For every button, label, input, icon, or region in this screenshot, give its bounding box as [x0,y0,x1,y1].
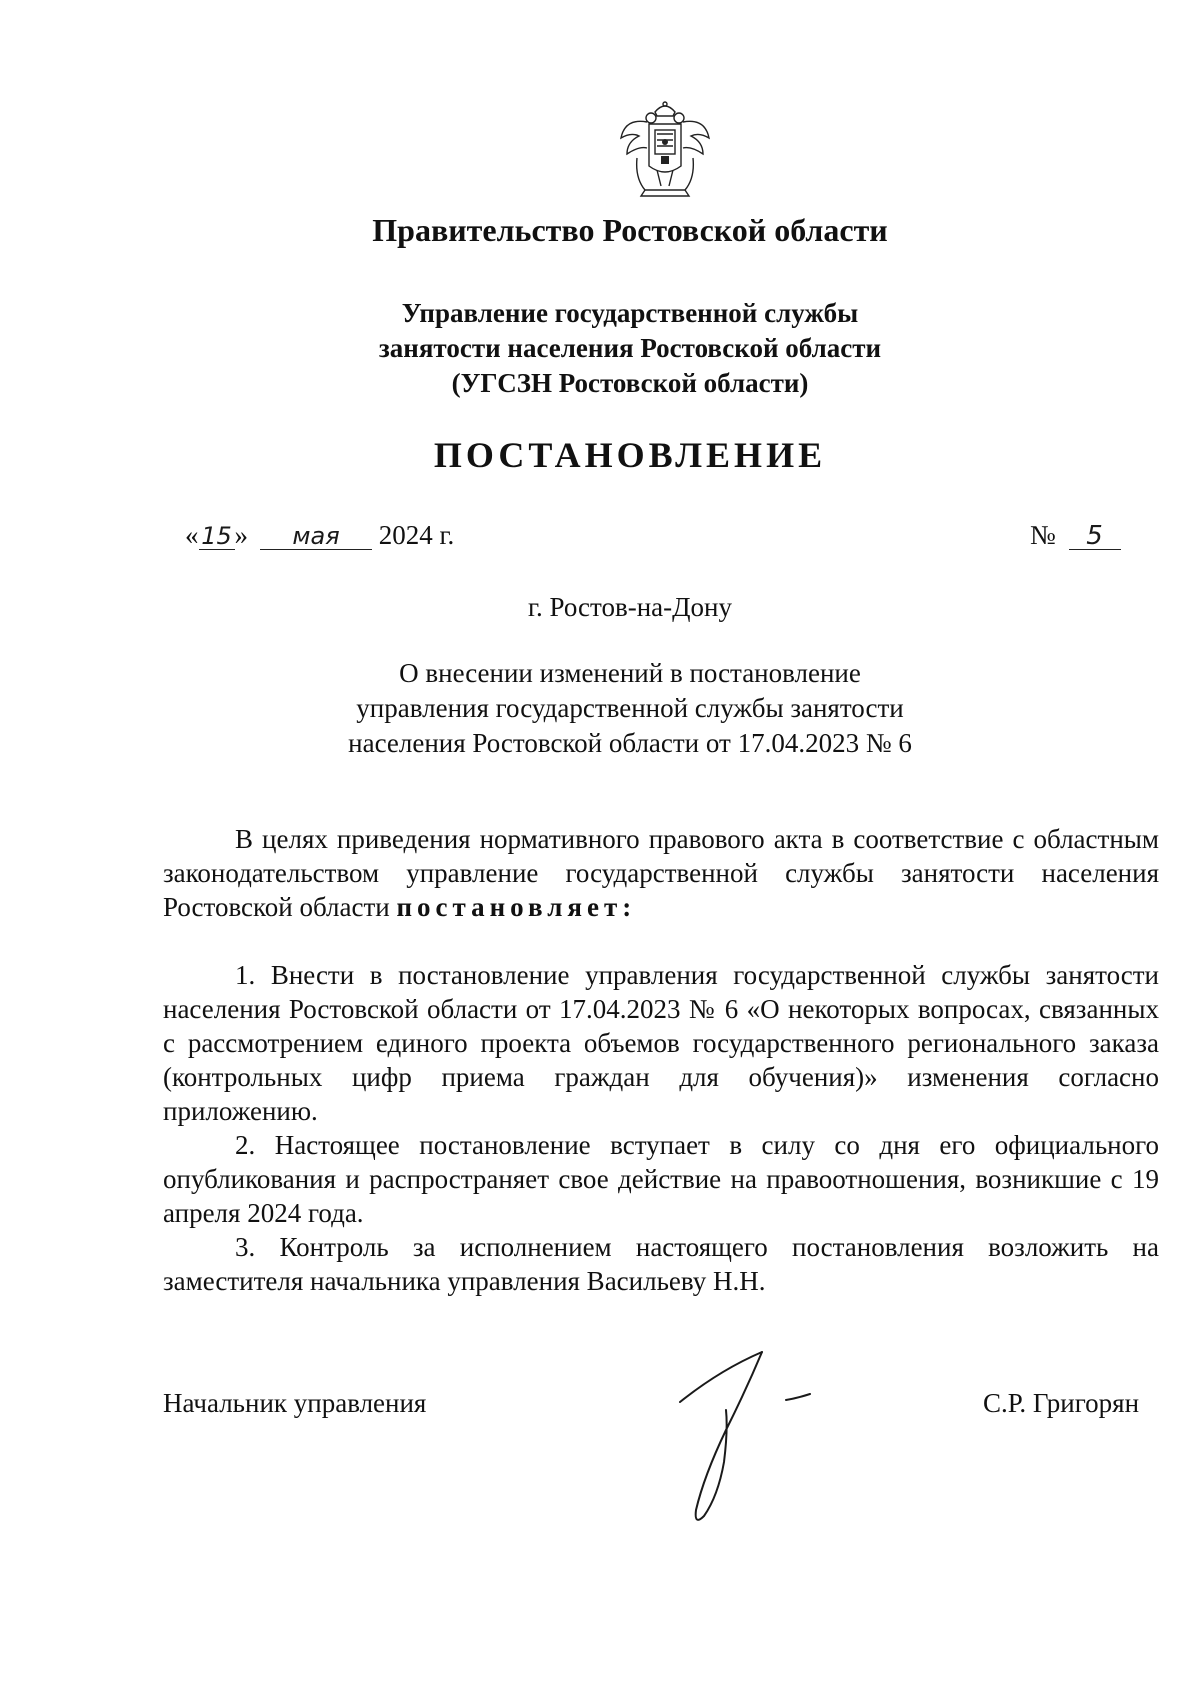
resolution-item: 1. Внести в постановление управления государственной службы занятости населения Ростовской области от 17.04.2023 № 6 «О некоторых вопросах, связанных с рассмотрением единого проекта объемов государственного регионального заказа (контрольных цифр приема граждан для обучения)» изменения согласно приложению. [163,960,1159,1126]
date-month: мая [260,523,372,550]
document-date [185,518,454,552]
quote-open: « [185,520,199,550]
date-year: 2024 г. [378,520,455,550]
preamble [163,822,1159,924]
date-day: 15 [199,523,235,550]
resolution-item: 3. Контроль за исполнением настоящего постановления возложить на заместителя начальника управления Васильеву Н.Н. [163,1232,1159,1296]
agency-line: занятости населения Ростовской области [378,333,882,363]
signer-name: С.Р. Григорян [983,1388,1140,1418]
preamble-text: В целях приведения нормативного правового акта в соответствие с областным законодательством управление государственной службы занятости населения Ростовской области [163,824,1159,922]
agency-line: Управление государственной службы [401,298,859,328]
resolution-items [163,958,1159,1298]
quote-close: » [234,520,248,550]
document-subject [0,656,1200,761]
number-label: № [1030,520,1056,550]
preamble-paragraph [163,822,1159,924]
document-type: ПОСТАНОВЛЕНИЕ [433,435,827,475]
government-title: Правительство Ростовской области [372,212,888,248]
subject-line: населения Ростовской области от 17.04.2023 № 6 [348,728,912,758]
agency-name [0,296,1200,401]
subject-line: О внесении изменений в постановление [399,658,861,688]
signer-title: Начальник управления [163,1388,427,1418]
document-number [1030,518,1121,552]
number-value: 5 [1069,523,1121,550]
agency-line: (УГСЗН Ростовской области) [451,368,809,398]
resolution-item: 2. Настоящее постановление вступает в силу со дня его официального опубликования и распространяет свое действие на правоотношения, возникшие с 19 апреля 2024 года. [163,1130,1159,1228]
subject-line: управления государственной службы занятости [356,693,904,723]
handwritten-signature-icon [660,1350,860,1530]
preamble-verb: постановляет: [396,892,637,922]
coat-of-arms-icon [617,98,713,198]
city: г. Ростов-на-Дону [527,592,732,622]
